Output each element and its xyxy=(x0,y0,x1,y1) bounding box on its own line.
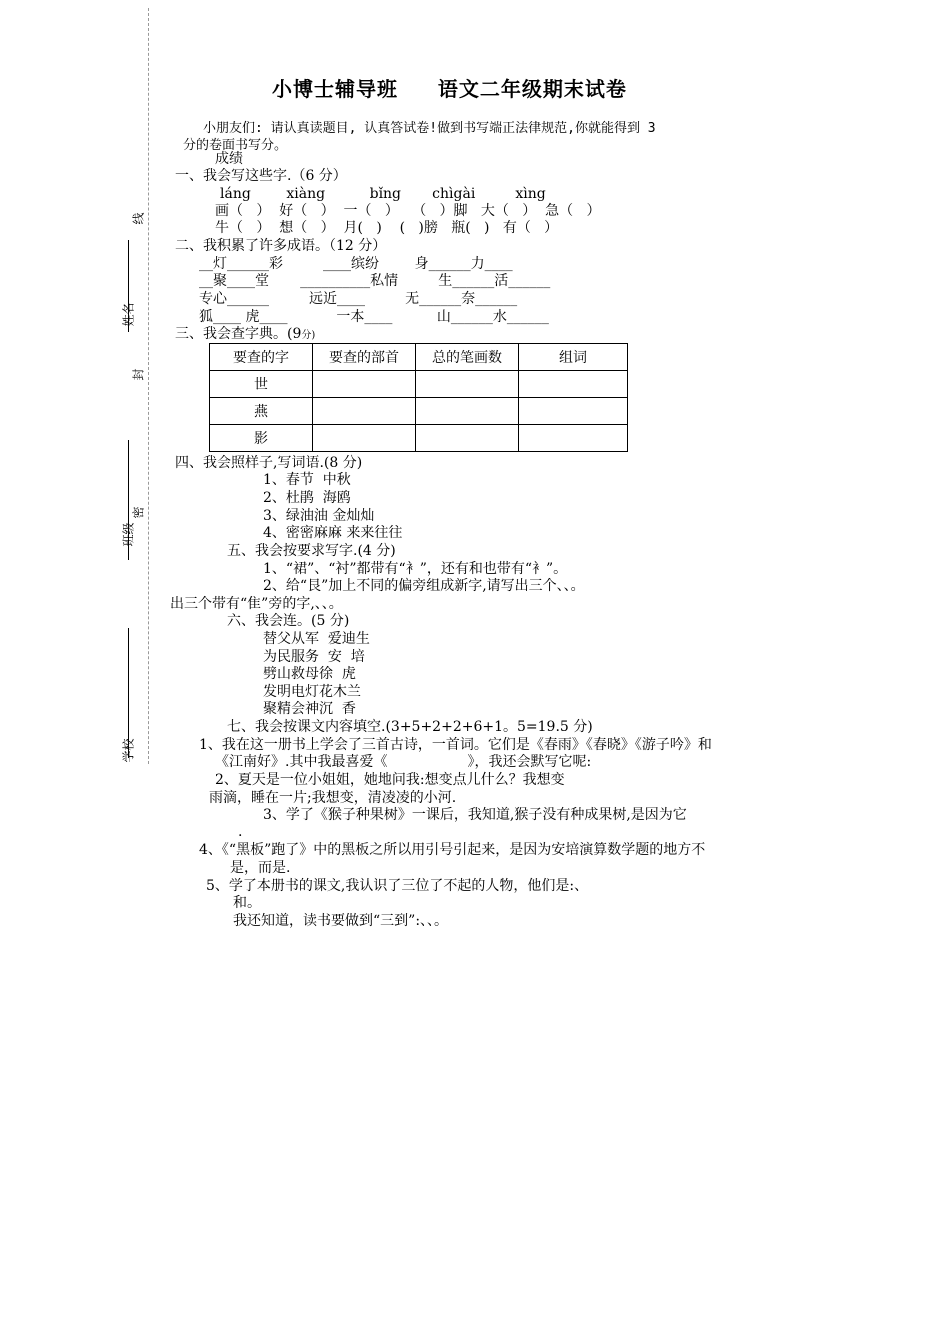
table-cell[interactable] xyxy=(416,371,519,398)
score-label: 成绩 xyxy=(215,151,243,167)
section-4-item: 2、杜鹃 海鸥 xyxy=(263,490,351,506)
table-cell[interactable] xyxy=(519,398,628,425)
table-cell[interactable] xyxy=(519,425,628,452)
section-4-item: 1、春节 中秋 xyxy=(263,472,351,488)
dictionary-table xyxy=(209,343,628,452)
table-cell: 影 xyxy=(210,425,313,452)
section-5-heading: 五、我会按要求写字.(4 分) xyxy=(227,543,396,559)
margin-line-label: 线 xyxy=(131,212,146,225)
table-cell: 燕 xyxy=(210,398,313,425)
margin-name-line xyxy=(128,240,129,332)
section-6-heading: 六、我会连。(5 分) xyxy=(227,613,350,629)
section-1-pinyin: láng xiàng bǐng chìgài xìng xyxy=(220,186,546,202)
section-7-line: 4、《“黑板”跑了》中的黑板之所以用引号引起来，是因为安培演算数学题的地方不 xyxy=(199,842,706,858)
section-2-row-1: __灯______彩 ____缤纷 身______力____ xyxy=(199,256,513,272)
section-5-item-3: 出三个带有“隹”旁的字,、、。 xyxy=(170,596,343,612)
table-cell[interactable] xyxy=(313,371,416,398)
section-1-row-1: 画（ ） 好（ ） 一（ ） （ ）脚 大（ ） 急（ ） xyxy=(215,203,601,219)
section-6-item: 聚精会神沉 香 xyxy=(263,701,356,717)
margin-class-line xyxy=(128,440,129,560)
table-header-cell: 要查的部首 xyxy=(313,344,416,371)
table-cell[interactable] xyxy=(313,425,416,452)
section-7-line: 1、我在这一册书上学会了三首古诗，一首词。它们是《春雨》《春晓》《游子吟》和 xyxy=(199,737,712,753)
table-cell: 世 xyxy=(210,371,313,398)
table-cell[interactable] xyxy=(519,371,628,398)
section-1-row-2: 牛（ ） 想（ ） 月( ) ( )膀 瓶( ) 有（ ） xyxy=(215,220,559,236)
margin-school-line xyxy=(128,628,129,758)
section-7-line: 《江南好》.其中我最喜爱《 》，我还会默写它呢: xyxy=(215,754,592,770)
section-2-row-3: 专心______ 远近____ 无______奈______ xyxy=(199,291,518,307)
margin-class-label: 班级 xyxy=(121,522,136,547)
margin-school-label: 学校 xyxy=(121,738,136,763)
binding-dashed-line xyxy=(148,8,149,764)
section-7-line: 3、学了《猴子种果树》一课后，我知道,猴子没有种成果树,是因为它 xyxy=(263,807,687,823)
margin-seal-label: 封 xyxy=(131,368,146,381)
section-4-item: 4、密密麻麻 来来往往 xyxy=(263,525,403,541)
section-4-heading: 四、我会照样子,写词语.(8 分) xyxy=(175,455,363,471)
section-5-item-1: 1、“裙”、“衬”都带有“衤”，还有和也带有“衤”。 xyxy=(263,561,568,577)
margin-name-label: 姓名 xyxy=(121,302,136,327)
table-row xyxy=(210,398,628,425)
section-7-line: 雨滴，睡在一片;我想变，清凌凌的小河. xyxy=(209,790,457,806)
section-7-heading: 七、我会按课文内容填空.(3+5+2+2+6+1。5=19.5 分) xyxy=(227,719,593,735)
section-4-item: 3、绿油油 金灿灿 xyxy=(263,508,375,524)
section-6-item: 发明电灯花木兰 xyxy=(263,684,361,700)
section-7-line: . xyxy=(238,824,243,840)
section-7-line: 是，而是. xyxy=(230,860,291,876)
table-row xyxy=(210,371,628,398)
table-header-cell: 组词 xyxy=(519,344,628,371)
section-1-heading: 一、我会写这些字.（6 分） xyxy=(175,168,347,184)
section-2-row-2: __聚____堂 __________私情 生______活______ xyxy=(199,273,551,289)
table-header-row xyxy=(210,344,628,371)
section-7-line: 和。 xyxy=(233,895,261,911)
section-5-item-2: 2、给“艮”加上不同的偏旁组成新字,请写出三个、、。 xyxy=(263,578,585,594)
section-6-item: 替父从军 爱迪生 xyxy=(263,631,370,647)
intro-line-1: 小朋友们: 请认真读题目, 认真答试卷!做到书写端正法律规范,你就能得到 3 xyxy=(203,121,656,136)
margin-secret-label: 密 xyxy=(131,506,146,519)
table-cell[interactable] xyxy=(416,425,519,452)
table-cell[interactable] xyxy=(313,398,416,425)
table-header-cell: 要查的字 xyxy=(210,344,313,371)
intro-line-2: 分的卷面书写分。 xyxy=(183,138,288,153)
table-row xyxy=(210,425,628,452)
section-3-heading: 三、我会查字典。(9分) xyxy=(175,326,316,342)
table-header-cell: 总的笔画数 xyxy=(416,344,519,371)
section-2-heading: 二、我积累了许多成语。（12 分） xyxy=(175,238,387,254)
section-7-line: 2、夏天是一位小姐姐，她地问我:想变点儿什么？我想变 xyxy=(215,772,565,788)
section-7-line: 5、学了本册书的课文,我认识了三位了不起的人物，他们是:、 xyxy=(206,878,589,894)
section-2-row-4: 狐____ 虎____ 一本____ 山______水______ xyxy=(199,309,549,325)
table-cell[interactable] xyxy=(416,398,519,425)
section-7-line: 我还知道，读书要做到“三到”:、、。 xyxy=(233,913,449,929)
section-6-item: 为民服务 安 培 xyxy=(263,649,365,665)
section-6-item: 劈山救母徐 虎 xyxy=(263,666,356,682)
page-title: 小博士辅导班 语文二年级期末试卷 xyxy=(272,77,627,101)
